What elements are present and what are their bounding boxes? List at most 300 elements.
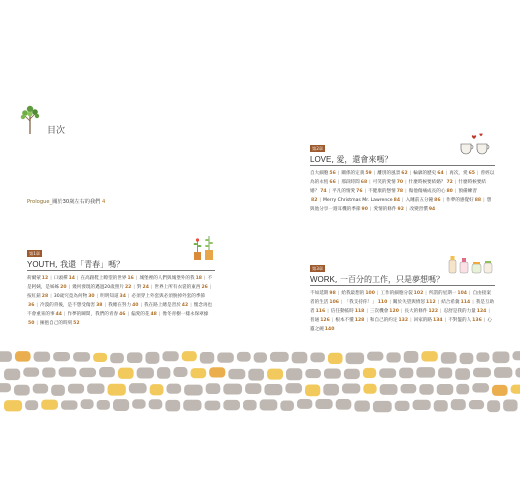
pebble	[460, 353, 474, 364]
pebble	[416, 367, 435, 378]
toc-entry-page: 94	[428, 207, 436, 212]
toc-separator: |	[158, 312, 161, 317]
toc-entry[interactable]	[72, 285, 131, 290]
pebble	[395, 401, 410, 411]
pebble	[434, 400, 448, 411]
toc-separator: |	[472, 300, 474, 305]
toc-entry[interactable]	[341, 171, 371, 176]
toc-entry-title: 長大的條件	[404, 309, 428, 314]
toc-entry-title: 城堡裡的人們與城堡外的我	[139, 276, 195, 281]
prologue-line[interactable]	[27, 198, 105, 205]
toc-entry-page: 42	[181, 303, 189, 308]
toc-entry[interactable]	[139, 276, 202, 281]
pebble	[363, 384, 376, 394]
pebble	[61, 400, 78, 409]
toc-separator: |	[369, 180, 371, 185]
toc-entry-title: 不健康的戀情	[368, 189, 396, 194]
toc-separator: |	[337, 291, 340, 296]
toc-entry-title: 「我支持你！」	[344, 300, 377, 305]
toc-separator: |	[477, 171, 479, 176]
chapter-work	[310, 255, 495, 334]
toc-entry-page: 120	[389, 309, 399, 314]
toc-entry-title: 不是阿姨，是姊姊	[27, 276, 213, 290]
toc-entry-title: 心靈之碗	[310, 318, 492, 332]
toc-entry[interactable]	[54, 276, 75, 281]
toc-separator: |	[405, 207, 408, 212]
pebble	[264, 384, 282, 395]
toc-entry[interactable]	[27, 294, 48, 299]
pebble	[419, 384, 433, 395]
toc-separator: |	[127, 312, 130, 317]
toc-separator: |	[150, 285, 153, 290]
toc-entry-page: 59	[365, 171, 372, 176]
pebble	[324, 369, 341, 379]
toc-separator: |	[425, 291, 427, 296]
toc-entry-title: 不如延期	[310, 291, 329, 296]
toc-entry-page: 30	[88, 294, 95, 299]
toc-entry[interactable]	[446, 198, 481, 203]
pebble	[68, 384, 84, 394]
toc-entry-page: 36	[28, 303, 35, 308]
toc-separator: |	[127, 294, 130, 299]
toc-entry[interactable]	[393, 300, 436, 305]
toc-entry-title: 傷他傷痛成長的心	[408, 189, 446, 194]
toc-entry-page: 34	[119, 294, 126, 299]
pebble	[285, 383, 302, 393]
toc-separator: |	[319, 198, 321, 203]
toc-entry[interactable]	[335, 318, 364, 323]
toc-entry-title: 平凡的情愛	[332, 189, 356, 194]
toc-separator: |	[337, 180, 340, 185]
toc-entry-title: 懷念再也不會重來的事	[27, 303, 213, 317]
toc-separator: |	[331, 318, 334, 323]
toc-entry-title: 曾經以為的永恆	[310, 171, 495, 185]
pebble	[380, 384, 398, 395]
pebble	[367, 352, 383, 361]
toc-entry-page: 90	[361, 207, 368, 212]
toc-entry[interactable]	[373, 180, 403, 185]
toc-entry-title: 忍舒是我的力量	[443, 309, 476, 314]
toc-entry[interactable]	[323, 198, 400, 203]
toc-entry-page: 106	[329, 300, 339, 305]
toc-separator: |	[483, 198, 485, 203]
toc-entry[interactable]	[409, 180, 453, 185]
prologue-page: 4	[101, 199, 106, 205]
toc-separator: |	[135, 276, 138, 281]
pebble	[267, 369, 283, 380]
toc-entry[interactable]	[81, 276, 134, 281]
toc-separator: |	[63, 312, 66, 317]
toc-separator: |	[366, 309, 368, 314]
toc-entry-page: 52	[73, 321, 80, 326]
toc-separator: |	[402, 198, 404, 203]
pebble	[42, 367, 55, 377]
pebble	[512, 351, 520, 360]
toc-entry[interactable]	[374, 207, 404, 212]
toc-entry-page: 50	[28, 321, 35, 326]
pebble	[25, 400, 38, 410]
toc-entry-title: 冷漠的背後，是不想受傷害	[39, 303, 96, 308]
pebble	[118, 368, 134, 379]
toc-separator: |	[104, 303, 107, 308]
toc-entry-page: 65	[468, 171, 476, 176]
pebble	[4, 400, 22, 411]
toc-separator: |	[400, 309, 403, 314]
pebble	[81, 399, 94, 409]
toc-separator: |	[369, 207, 372, 212]
toc-entry[interactable]	[137, 285, 149, 290]
pebble	[145, 352, 159, 364]
toc-entry-title: 想與他分享一週耳機的季節	[310, 198, 492, 212]
toc-entry[interactable]	[40, 321, 80, 326]
toc-entry-page: 20	[60, 285, 67, 290]
pebble	[87, 383, 104, 393]
pebble	[173, 367, 187, 377]
pebble	[217, 353, 234, 363]
toc-entry-page: 62	[401, 171, 408, 176]
pebble	[243, 400, 257, 410]
toc-entry[interactable]	[413, 171, 443, 176]
toc-entry-page: 76	[356, 189, 363, 194]
pebble	[494, 367, 512, 378]
pebble	[73, 352, 90, 361]
toc-separator: |	[36, 303, 38, 308]
chapter-badge: 第2章	[312, 146, 324, 151]
pebble	[97, 400, 110, 410]
pebble	[110, 353, 124, 363]
toc-separator: |	[337, 171, 340, 176]
pebble	[137, 368, 154, 379]
pebble	[363, 368, 376, 378]
toc-entry-title: 口頭禪	[53, 276, 68, 281]
toc-separator: |	[409, 171, 412, 176]
toc-entry-page: 88	[474, 198, 482, 203]
pebble	[305, 385, 320, 397]
pebble	[99, 367, 115, 377]
pebble	[305, 369, 321, 378]
pebble	[113, 399, 129, 411]
toc-entry-title: 改變習慣	[409, 207, 428, 212]
toc-entry-title: 荷爾蒙	[27, 276, 41, 281]
toc-entry[interactable]	[404, 309, 438, 314]
toc-entry-title: 明明知道	[100, 294, 119, 299]
toc-entry-page: 26	[201, 285, 208, 290]
toc-entry[interactable]	[341, 180, 367, 185]
toc-entry[interactable]	[368, 189, 403, 194]
toc-entry-page: 40	[132, 303, 139, 308]
toc-entry-page: 48	[150, 312, 157, 317]
toc-entry-page: 44	[55, 312, 62, 317]
chapter-title[interactable]	[310, 274, 495, 285]
toc-entry[interactable]	[345, 300, 388, 305]
toc-entry-page: 122	[428, 309, 439, 314]
pebble	[15, 351, 31, 362]
toc-entry[interactable]	[131, 312, 157, 317]
pebble	[53, 352, 70, 361]
toc-entry-title: 入睡前五分鐘	[405, 198, 434, 203]
toc-entry-title: 回家的路	[413, 318, 433, 323]
toc-entry-title: Merry Christmas Mr. Lawrence	[322, 198, 393, 203]
chapter-title-zh: , 我還「青春」嗎？	[55, 260, 125, 269]
pebble	[34, 352, 51, 362]
toc-entry-title: 不對盤的人	[448, 318, 472, 323]
toc-separator: |	[133, 285, 135, 290]
toc-entry[interactable]	[144, 303, 188, 308]
toc-entry[interactable]	[68, 312, 126, 317]
toc-entry-title: 必須穿上外套與必須脫掉外套的季節	[131, 294, 206, 299]
toc-separator: |	[364, 189, 367, 194]
pebble	[127, 352, 143, 363]
toc-entry-title: 偏愛的花	[131, 312, 150, 317]
toc-separator: |	[454, 180, 457, 185]
toc-separator: |	[373, 171, 376, 176]
pebble	[4, 369, 20, 380]
prologue-prefix: Prologue_	[27, 199, 53, 205]
chapter-title-zh: , 愛，還會來嗎？	[331, 155, 393, 164]
pebble	[183, 400, 201, 411]
pebble	[150, 384, 164, 395]
toc-entry-page: 84	[393, 198, 401, 203]
toc-entry-title: 普通	[310, 318, 320, 323]
pebble	[344, 369, 360, 379]
pebble	[401, 384, 417, 393]
pebble	[437, 384, 454, 395]
pebble	[270, 352, 289, 362]
pebble	[223, 384, 242, 395]
toc-entry[interactable]	[331, 309, 365, 314]
pebble	[23, 368, 39, 377]
toc-entry[interactable]	[40, 303, 103, 308]
pebble	[515, 368, 520, 378]
toc-entry-page: 38	[96, 303, 103, 308]
toc-separator: |	[140, 303, 143, 308]
toc-entry-page: 136	[472, 318, 482, 323]
pebble	[205, 401, 221, 411]
toc-separator: |	[389, 300, 391, 305]
toc-entry[interactable]	[448, 318, 482, 323]
toc-entry[interactable]	[54, 294, 95, 299]
chapter-entries	[310, 289, 495, 334]
pebble	[260, 399, 278, 410]
toc-entry-title: 那段時間	[341, 180, 360, 185]
toc-entry-title: 自大細胞	[310, 171, 329, 176]
pebble	[280, 401, 294, 411]
pebble	[379, 368, 396, 377]
chapter-rule	[310, 165, 495, 166]
toc-entry[interactable]	[409, 207, 435, 212]
stone-path-illustration	[0, 345, 520, 415]
toc-separator: |	[488, 309, 490, 314]
toc-entry-page: 114	[460, 300, 471, 305]
toc-separator: |	[366, 318, 368, 323]
pebble	[336, 399, 352, 410]
toc-entry-title: 我在路上總是習於	[144, 303, 181, 308]
toc-separator: |	[445, 171, 448, 176]
pebble	[342, 383, 360, 393]
toc-entry-title: 工作的細胞分裂	[380, 291, 413, 296]
toc-entry[interactable]	[406, 198, 441, 203]
toc-separator: |	[76, 276, 79, 281]
toc-separator: |	[469, 291, 471, 296]
toc-separator: |	[190, 303, 192, 308]
pebble	[184, 385, 203, 396]
toc-entry[interactable]	[370, 318, 408, 323]
toc-entry-title: 和自己的約定	[369, 318, 398, 323]
toc-entry-page: 18	[195, 276, 202, 281]
toc-entry[interactable]	[154, 285, 207, 290]
pebble	[228, 369, 245, 379]
toc-entry-page: 118	[354, 309, 365, 314]
toc-entry-title: 在高跟鞋上瞭望的世界	[80, 276, 127, 281]
pebble	[472, 383, 489, 392]
pebble	[237, 352, 251, 362]
toc-entry[interactable]	[27, 276, 48, 281]
toc-separator: |	[483, 318, 486, 323]
pebble	[79, 368, 96, 377]
pebble	[315, 399, 332, 409]
pebble	[511, 385, 520, 394]
pebble	[473, 368, 491, 378]
toc-separator: |	[36, 321, 38, 326]
chapter-title[interactable]	[27, 259, 215, 270]
toc-entry-title: 信任動搖時	[330, 309, 354, 314]
toc-entry-page: 92	[397, 207, 404, 212]
toc-entry[interactable]	[429, 291, 467, 296]
toc-title: 目次	[47, 126, 66, 136]
toc-entry-page: 82	[311, 198, 318, 203]
toc-separator: |	[454, 189, 457, 194]
toc-entry-page: 72	[446, 180, 453, 185]
pebble	[33, 384, 48, 394]
toc-entry-title: 愛情的條件	[373, 207, 397, 212]
pebble	[254, 352, 267, 362]
toc-entry[interactable]	[414, 318, 443, 323]
toc-entry-title: 擁抱自己的時刻	[39, 321, 73, 326]
toc-separator: |	[405, 189, 407, 194]
toc-entry-title: 關於失望與憤怒	[392, 300, 426, 305]
toc-entry[interactable]	[370, 309, 399, 314]
toc-entry-page: 16	[127, 276, 134, 281]
toc-entry-title: 輪廓的歷史	[413, 171, 437, 176]
pebble	[200, 352, 214, 364]
toc-separator: |	[96, 294, 99, 299]
toc-entry-title: 我總在努力	[108, 303, 132, 308]
toc-separator: |	[204, 276, 206, 281]
toc-entry[interactable]	[332, 189, 362, 194]
toc-entry[interactable]	[341, 291, 375, 296]
toc-entry-title: 自由接案者的生活	[310, 291, 491, 305]
toc-entry[interactable]	[381, 291, 424, 296]
toc-entry-page: 128	[354, 318, 365, 323]
toc-separator: |	[328, 189, 331, 194]
pebble	[386, 352, 400, 362]
pebble	[492, 385, 508, 396]
toc-entry-title: 給我最想的	[341, 291, 365, 296]
toc-entry[interactable]	[441, 300, 470, 305]
toc-entry-title: 什麼時候要結婚？	[408, 180, 446, 185]
toc-entry-page: 132	[398, 318, 409, 323]
toc-entry[interactable]	[310, 171, 336, 176]
pebble	[441, 352, 457, 364]
toc-entry-page: 104	[457, 291, 467, 296]
chapter-rule	[27, 270, 215, 271]
toc-entry[interactable]	[108, 303, 138, 308]
pebble	[162, 351, 178, 361]
pebble	[310, 352, 325, 362]
pebble	[503, 399, 517, 411]
toc-entry-title: 像冬青樹一樣永保翠綠	[162, 312, 209, 317]
chapter-badge: 第3章	[312, 266, 324, 271]
pebble	[476, 352, 489, 361]
pebble	[456, 384, 469, 394]
pebble	[129, 383, 147, 393]
toc-separator: |	[68, 285, 71, 290]
toc-separator: |	[327, 309, 329, 314]
toc-entry-title: 30歲究竟為何物	[53, 294, 88, 299]
toc-entry-page: 28	[41, 294, 49, 299]
toc-entry-page: 68	[360, 180, 368, 185]
pebble	[182, 351, 197, 361]
toc-entry-page: 126	[320, 318, 330, 323]
toc-entry-page: 140	[324, 327, 335, 332]
toc-entry[interactable]	[377, 171, 407, 176]
toc-entry-title: 所謂的星期一	[428, 291, 457, 296]
chapter-rule	[310, 285, 495, 286]
pebble	[209, 367, 225, 377]
pebble	[451, 399, 466, 410]
pebble	[0, 351, 12, 362]
toc-separator: |	[410, 318, 412, 323]
toc-entry-page: 102	[413, 291, 424, 296]
pebble	[286, 368, 302, 380]
toc-entry[interactable]	[444, 309, 487, 314]
toc-entry-title: 對	[136, 285, 142, 290]
pebble	[51, 385, 65, 396]
toc-entry[interactable]	[310, 291, 336, 296]
pebble	[149, 399, 163, 409]
pebble	[14, 385, 30, 396]
toc-entry[interactable]	[100, 294, 126, 299]
pebble	[469, 400, 484, 409]
pebble	[59, 367, 77, 376]
pebble	[165, 400, 180, 411]
pebble	[354, 401, 370, 412]
chapter-title-en: LOVE	[310, 155, 332, 164]
toc-entry-page: 22	[124, 285, 132, 290]
pebble	[191, 368, 207, 378]
chapter-love	[310, 135, 495, 214]
chapter-title-zh: , 一百分的工作，只是夢想嗎？	[334, 275, 444, 284]
toc-entry-page: 98	[329, 291, 336, 296]
toc-entry-page: 110	[377, 300, 388, 305]
pebble	[421, 351, 438, 361]
toc-entry[interactable]	[310, 318, 330, 323]
pebble	[323, 384, 339, 396]
toc-entry-page: 134	[433, 318, 443, 323]
chapter-title-en: YOUTH	[27, 260, 55, 269]
chapter-entries	[310, 169, 495, 214]
toc-entry-page: 74	[320, 189, 327, 194]
toc-separator: |	[437, 300, 440, 305]
chapter-title[interactable]	[310, 154, 495, 165]
pebble	[206, 383, 221, 394]
toc-entry[interactable]	[449, 171, 475, 176]
toc-entry-title: 作夢的瞬間，我們的青春	[67, 312, 119, 317]
chapter-youth	[27, 240, 215, 328]
pebble	[487, 400, 500, 412]
toc-entry-page: 100	[365, 291, 375, 296]
toc-entry[interactable]	[409, 189, 453, 194]
